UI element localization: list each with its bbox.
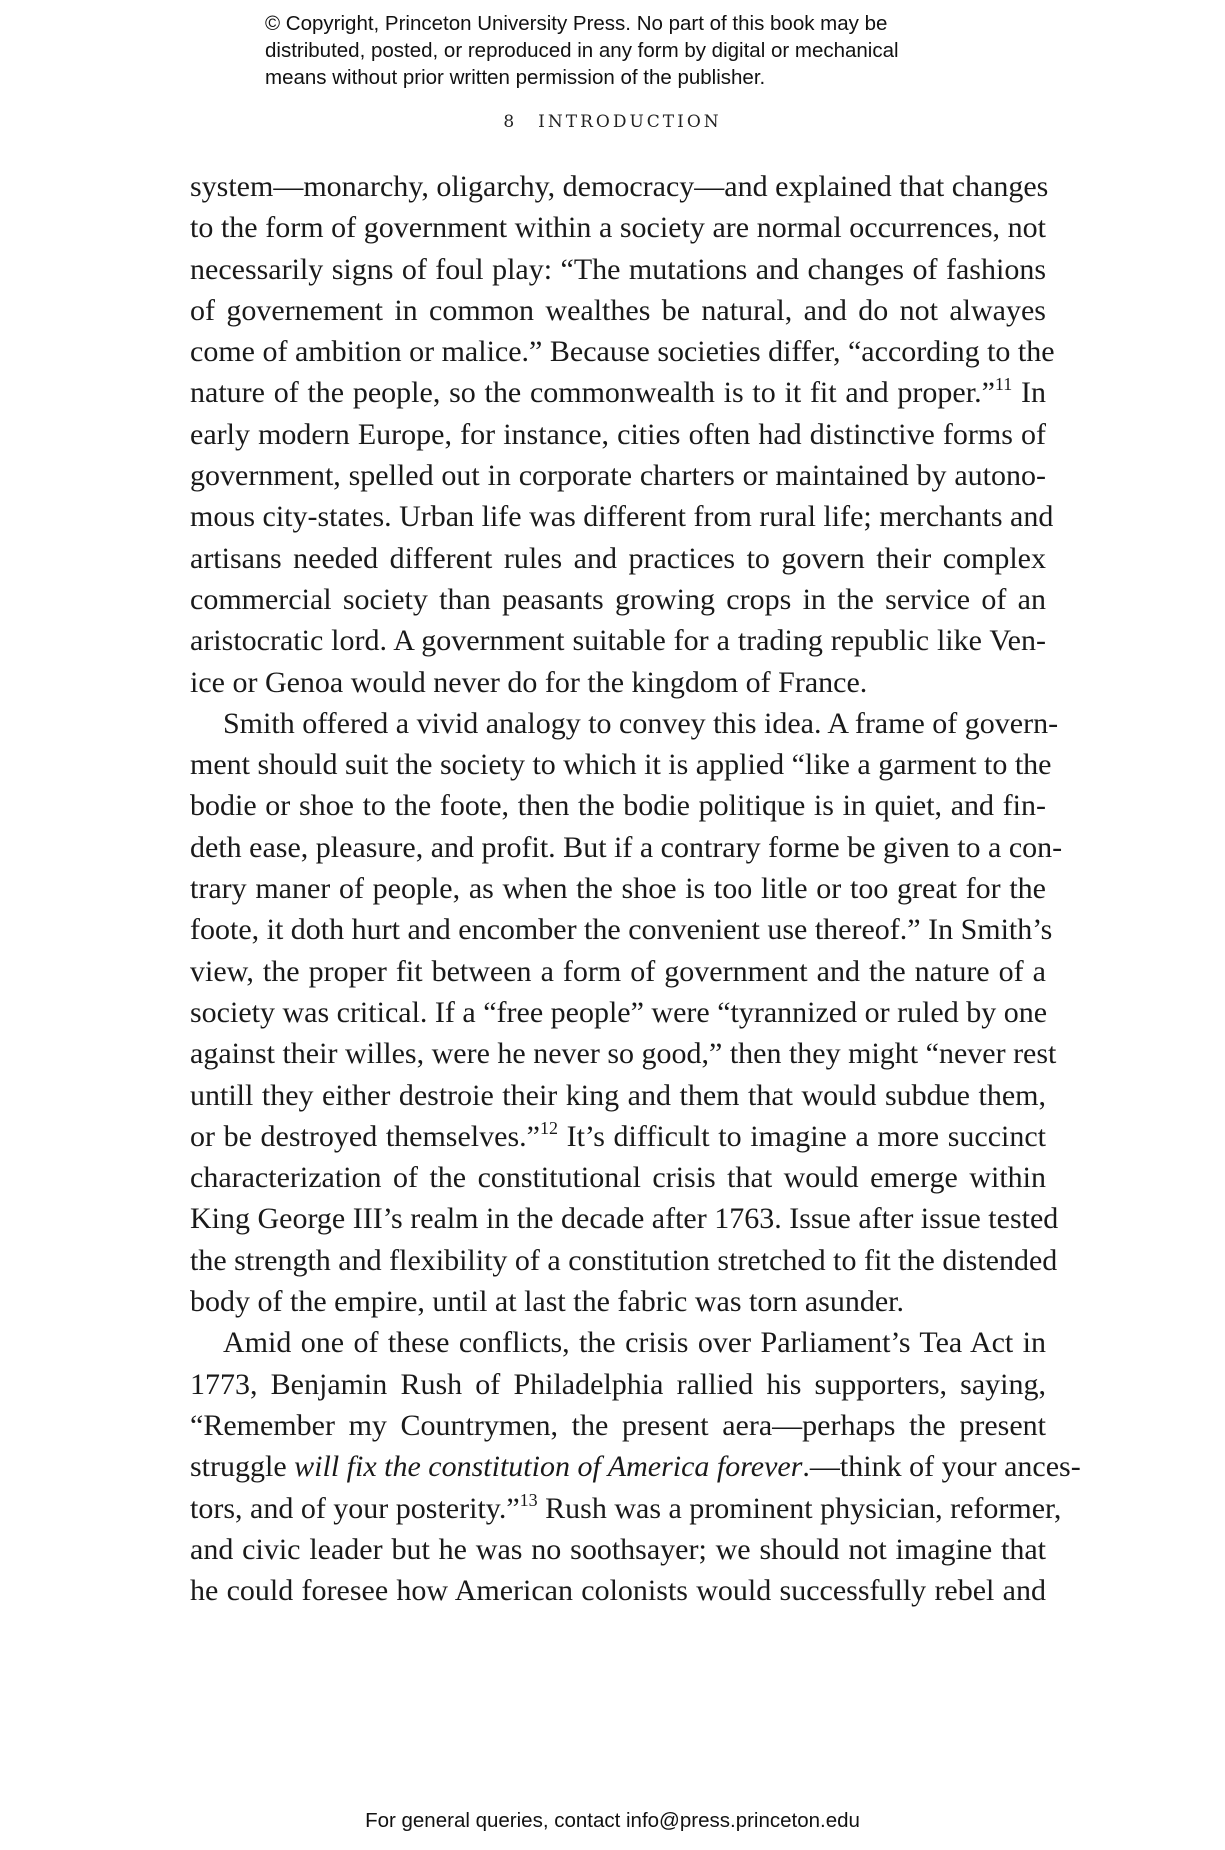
footnote-marker: 13 [519, 1489, 538, 1510]
text-line: system—monarchy, oligarchy, democracy—and explained that changes [190, 170, 1049, 203]
text-line [190, 1488, 1062, 1529]
text-line: characterization of the constitutional crisis that would emerge within [190, 1161, 1046, 1195]
footer-contact: For general queries, contact info@press.princeton.edu [365, 1809, 860, 1832]
text-segment: nature of the people, so the commonwealth is to it fit and proper.” [190, 376, 995, 410]
text-segment: tors, and of your posterity.” [190, 1491, 520, 1525]
text-line: come of ambition or malice.” Because societies differ, “according to the [190, 335, 1055, 369]
text-line: against their willes, were he never so good,” then they might “never rest [190, 1037, 1057, 1071]
text-line: untill they either destroie their king and them that would subdue them, [190, 1078, 1046, 1112]
text-line: foote, it doth hurt and encomber the convenient use thereof.” In Smith’s [190, 913, 1053, 947]
text-line: early modern Europe, for instance, cities often had distinctive forms of [190, 417, 1046, 451]
text-line: society was critical. If a “free people” were “tyrannized or ruled by one [190, 995, 1048, 1029]
text-line: bodie or shoe to the foote, then the bodie politique is in quiet, and fin- [190, 789, 1046, 823]
text-line: mous city-states. Urban life was different from rural life; merchants and [190, 500, 1054, 534]
text-line: the strength and flexibility of a constitution stretched to fit the distended [190, 1243, 1058, 1277]
copyright-notice [265, 10, 1025, 91]
text-line [190, 1446, 1081, 1487]
copyright-line: © Copyright, Princeton University Press. No part of this book may be [265, 12, 888, 35]
text-line: government, spelled out in corporate charters or maintained by autono- [190, 459, 1046, 493]
body-text [190, 166, 1081, 1611]
text-segment: Rush was a prominent physician, reformer, [545, 1491, 1062, 1525]
running-head [0, 112, 1225, 132]
text-segment: .—think of your ances- [802, 1450, 1081, 1484]
text-line: view, the proper fit between a form of government and the nature of a [190, 954, 1046, 988]
text-segment: or be destroyed themselves.” [190, 1119, 540, 1153]
text-line [190, 372, 1046, 413]
text-line: aristocratic lord. A government suitable for a trading republic like Ven- [190, 624, 1046, 658]
text-line: deth ease, pleasure, and profit. But if a contrary forme be given to a con- [190, 830, 1063, 864]
text-line: trary maner of people, as when the shoe is too litle or too great for the [190, 872, 1046, 906]
text-segment: struggle [190, 1450, 287, 1484]
text-line [190, 1116, 1046, 1157]
text-line: “Remember my Countrymen, the present aera—perhaps the present [190, 1408, 1046, 1442]
text-line: of governement in common wealthes be natural, and do not alwayes [190, 293, 1046, 327]
text-line: ment should suit the society to which it is applied “like a garment to the [190, 748, 1052, 782]
text-segment: In [1021, 376, 1046, 410]
copyright-line: means without prior written permission of the publisher. [265, 66, 766, 89]
text-line: commercial society than peasants growing crops in the service of an [190, 582, 1046, 616]
text-line: artisans needed different rules and practices to govern their complex [190, 541, 1046, 575]
footnote-marker: 11 [994, 374, 1013, 395]
page-number: 8 [503, 112, 515, 132]
running-title: INTRODUCTION [538, 112, 722, 132]
text-line: King George III’s realm in the decade after 1763. Issue after issue tested [190, 1202, 1059, 1236]
text-segment: It’s difficult to imagine a more succinct [566, 1119, 1046, 1153]
text-line: Smith offered a vivid analogy to convey this idea. A frame of govern- [223, 706, 1059, 740]
text-line: 1773, Benjamin Rush of Philadelphia rallied his supporters, saying, [190, 1367, 1046, 1401]
copyright-line: distributed, posted, or reproduced in any form by digital or mechanical [265, 39, 899, 62]
text-line: to the form of government within a society are normal occurrences, not [190, 211, 1046, 245]
text-line: body of the empire, until at last the fabric was torn asunder. [190, 1285, 904, 1319]
text-line: Amid one of these conflicts, the crisis over Parliament’s Tea Act in [223, 1326, 1046, 1360]
text-line: necessarily signs of foul play: “The mutations and changes of fashions [190, 252, 1046, 286]
footnote-marker: 12 [539, 1117, 558, 1138]
text-line: ice or Genoa would never do for the kingdom of France. [190, 665, 868, 699]
text-line: he could foresee how American colonists would successfully rebel and [190, 1574, 1046, 1608]
text-line: and civic leader but he was no soothsayer; we should not imagine that [190, 1532, 1046, 1566]
italic-emphasis: will fix the constitution of America forever [294, 1450, 803, 1484]
